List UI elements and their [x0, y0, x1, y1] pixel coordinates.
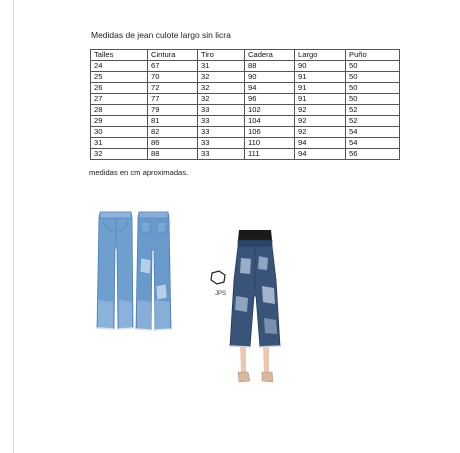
cell-tiro: 33 — [198, 105, 245, 116]
cell-cintura: 77 — [148, 94, 198, 105]
header-talles: Talles — [91, 50, 148, 61]
cell-talles: 26 — [91, 83, 148, 94]
light-jeans-back-image — [136, 212, 171, 330]
document-title: Medidas de jean culote largo sin licra — [91, 30, 231, 40]
cell-cintura: 70 — [148, 72, 198, 83]
cell-puno: 54 — [346, 138, 400, 149]
cell-tiro: 33 — [198, 116, 245, 127]
cell-talles: 24 — [91, 61, 148, 72]
cell-cadera: 94 — [245, 83, 295, 94]
cell-cadera: 111 — [245, 149, 295, 160]
cell-puno: 52 — [346, 116, 400, 127]
cell-cadera: 106 — [245, 127, 295, 138]
cell-puno: 56 — [346, 149, 400, 160]
cell-puno: 50 — [346, 72, 400, 83]
cell-cadera: 104 — [245, 116, 295, 127]
cell-tiro: 32 — [198, 94, 245, 105]
cell-cadera: 90 — [245, 72, 295, 83]
header-cadera: Cadera — [245, 50, 295, 61]
cell-puno: 50 — [346, 94, 400, 105]
cell-tiro: 33 — [198, 127, 245, 138]
cell-talles: 25 — [91, 72, 148, 83]
cell-cadera: 102 — [245, 105, 295, 116]
cell-cintura: 79 — [148, 105, 198, 116]
cell-puno: 54 — [346, 127, 400, 138]
cell-tiro: 32 — [198, 83, 245, 94]
cell-largo: 94 — [295, 149, 346, 160]
cell-cintura: 67 — [148, 61, 198, 72]
light-jeans-front-image — [97, 212, 133, 329]
cell-talles: 29 — [91, 116, 148, 127]
cell-cintura: 88 — [148, 149, 198, 160]
cell-largo: 91 — [295, 83, 346, 94]
cell-cintura: 86 — [148, 138, 198, 149]
cell-tiro: 33 — [198, 149, 245, 160]
cell-puno: 50 — [346, 83, 400, 94]
cell-talles: 28 — [91, 105, 148, 116]
cell-tiro: 32 — [198, 72, 245, 83]
cell-largo: 92 — [295, 116, 346, 127]
logo-text: JPS — [215, 291, 227, 297]
cell-talles: 32 — [91, 149, 148, 160]
cell-largo: 94 — [295, 138, 346, 149]
cell-talles: 31 — [91, 138, 148, 149]
cell-puno: 50 — [346, 61, 400, 72]
cell-puno: 52 — [346, 105, 400, 116]
cell-cintura: 81 — [148, 116, 198, 127]
cell-cintura: 72 — [148, 83, 198, 94]
cell-cadera: 88 — [245, 61, 295, 72]
jps-logo — [211, 271, 226, 297]
cell-largo: 92 — [295, 127, 346, 138]
measurement-note: medidas en cm aproximadas. — [89, 168, 189, 177]
cell-largo: 91 — [295, 72, 346, 83]
cell-cadera: 110 — [245, 138, 295, 149]
header-tiro: Tiro — [198, 50, 245, 61]
cell-cadera: 96 — [245, 94, 295, 105]
cell-talles: 30 — [91, 127, 148, 138]
cell-tiro: 31 — [198, 61, 245, 72]
header-puno: Puño — [346, 50, 400, 61]
cell-largo: 91 — [295, 94, 346, 105]
header-largo: Largo — [295, 50, 346, 61]
cell-tiro: 33 — [198, 138, 245, 149]
cell-largo: 90 — [295, 61, 346, 72]
cell-talles: 27 — [91, 94, 148, 105]
model-jeans-image — [230, 230, 280, 382]
cell-largo: 92 — [295, 105, 346, 116]
header-cintura: Cintura — [148, 50, 198, 61]
cell-cintura: 82 — [148, 127, 198, 138]
